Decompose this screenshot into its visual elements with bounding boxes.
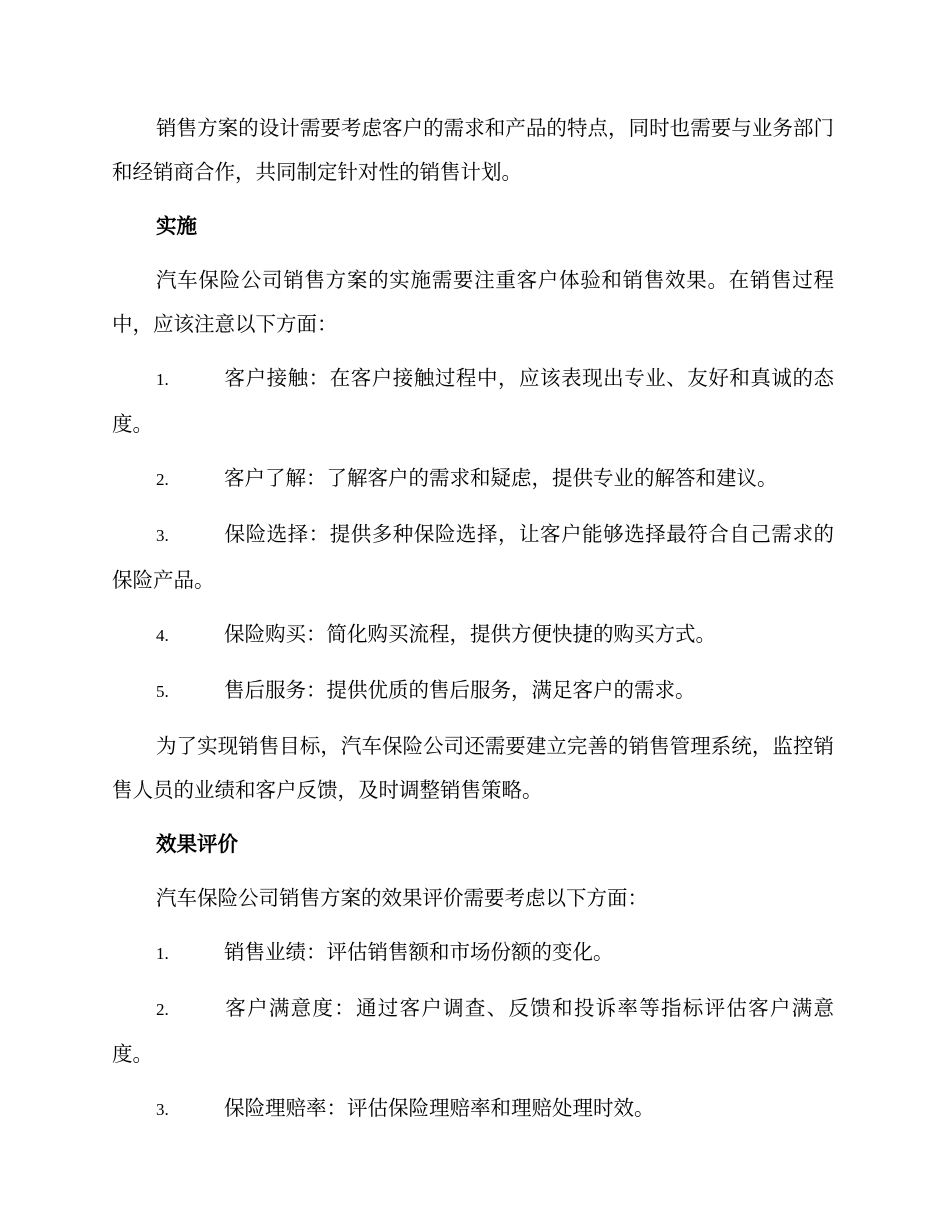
list-item [112,930,834,976]
list-item [112,356,834,446]
heading-evaluation: 效果评价 [156,832,238,856]
list-item-number: 4. [156,626,169,645]
list-item [112,1086,834,1132]
list-item-number: 3. [156,526,169,545]
list-item [112,612,834,658]
paragraph-sales-management: 为了实现销售目标，汽车保险公司还需要建立完善的销售管理系统，监控销售人员的业绩和客户反馈，及时调整销售策略。 [112,734,834,802]
heading-implementation: 实施 [156,214,197,238]
list-item-number: 1. [156,370,169,389]
list-item-text: 客户满意度：通过客户调查、反馈和投诉率等指标评估客户满意度。 [112,996,834,1066]
list-item-number: 1. [156,944,169,963]
list-item [112,668,834,714]
list-item-number: 2. [156,470,169,489]
paragraph-sales-design: 销售方案的设计需要考虑客户的需求和产品的特点，同时也需要与业务部门和经销商合作，共同制定针对性的销售计划。 [112,116,834,184]
list-item-text: 销售业绩：评估销售额和市场份额的变化。 [224,940,614,964]
list-item-text: 客户接触：在客户接触过程中，应该表现出专业、友好和真诚的态度。 [112,366,834,436]
list-item [112,512,834,602]
list-item-text: 保险理赔率：评估保险理赔率和理赔处理时效。 [224,1096,655,1120]
paragraph-implementation-intro: 汽车保险公司销售方案的实施需要注重客户体验和销售效果。在销售过程中，应该注意以下方面： [112,268,834,336]
list-item-text: 客户了解：了解客户的需求和疑虑，提供专业的解答和建议。 [224,466,778,490]
list-item [112,986,834,1076]
document-page [112,106,834,1142]
list-item-text: 售后服务：提供优质的售后服务，满足客户的需求。 [224,678,696,702]
list-item-text: 保险购买：简化购买流程，提供方便快捷的购买方式。 [224,622,716,646]
list-item-number: 2. [156,1000,169,1019]
list-item [112,456,834,502]
list-item-text: 保险选择：提供多种保险选择，让客户能够选择最符合自己需求的保险产品。 [112,522,834,592]
list-item-number: 5. [156,682,169,701]
list-item-number: 3. [156,1100,169,1119]
evaluation-list [112,930,834,1132]
paragraph-evaluation-intro: 汽车保险公司销售方案的效果评价需要考虑以下方面： [156,886,648,910]
implementation-list [112,356,834,714]
